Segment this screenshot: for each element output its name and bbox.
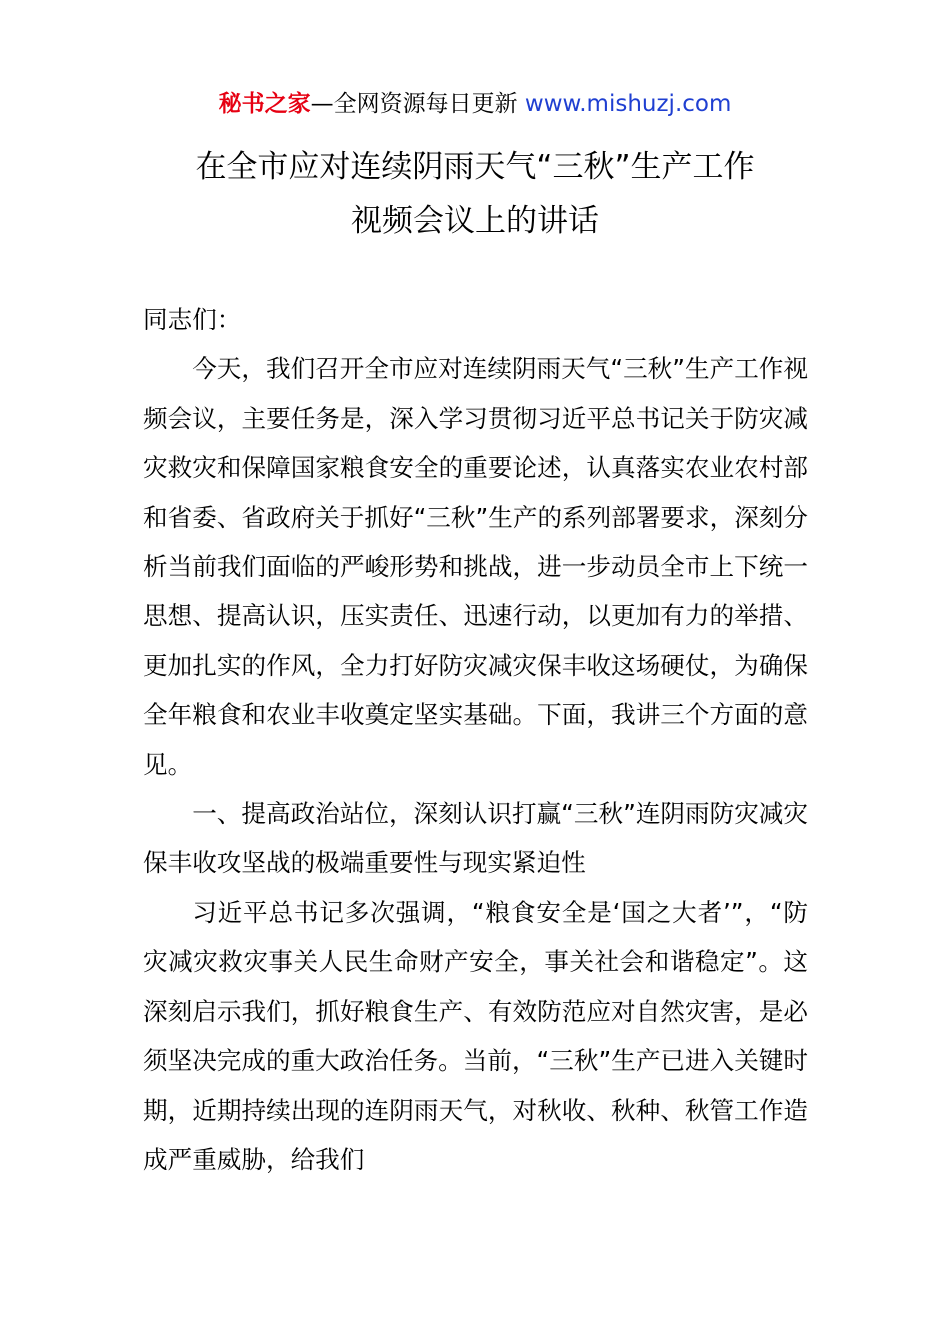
paragraph-section-1: 习近平总书记多次强调，“粮食安全是‘国之大者’”，“防灾减灾救灾事关人民生命财产安全，事关社会和谐稳定”。这深刻启示我们，抓好粮食生产、有效防范应对自然灾害，是必须坚决完成的重大政治任务。当前，“三秋”生产已进入关键时期，近期持续出现的连阴雨天气，对秋收、秋种、秋管工作造成严重威胁，给我们	[143, 897, 808, 1174]
site-url-link[interactable]: www.mishuzj.com	[524, 91, 732, 117]
title-line-1: 在全市应对连续阴雨天气“三秋”生产工作	[195, 149, 755, 185]
site-header	[0, 86, 950, 122]
salutation: 同志们：	[143, 305, 242, 334]
paragraph-intro: 今天，我们召开全市应对连续阴雨天气“三秋”生产工作视频会议，主要任务是，深入学习贯彻习近平总书记关于防灾减灾救灾和保障国家粮食安全的重要论述，认真落实农业农村部和省委、省政府关于抓好“三秋”生产的系列部署要求，深刻分析当前我们面临的严峻形势和挑战，进一步动员全市上下统一思想、提高认识，压实责任、迅速行动，以更加有力的举措、更加扎实的作风，全力打好防灾减灾保丰收这场硬仗，为确保全年粮食和农业丰收奠定坚实基础。下面，我讲三个方面的意见。	[143, 354, 808, 779]
speech-body	[143, 295, 808, 1184]
header-tagline: —全网资源每日更新	[310, 91, 518, 117]
title-line-2: 视频会议上的讲话	[351, 203, 599, 239]
brand-name: 秘书之家	[218, 91, 311, 117]
document-title	[0, 140, 950, 248]
section-heading-1: 一、提高政治站位，深刻认识打赢“三秋”连阴雨防灾减灾保丰收攻坚战的极端重要性与现实紧迫性	[143, 799, 808, 878]
